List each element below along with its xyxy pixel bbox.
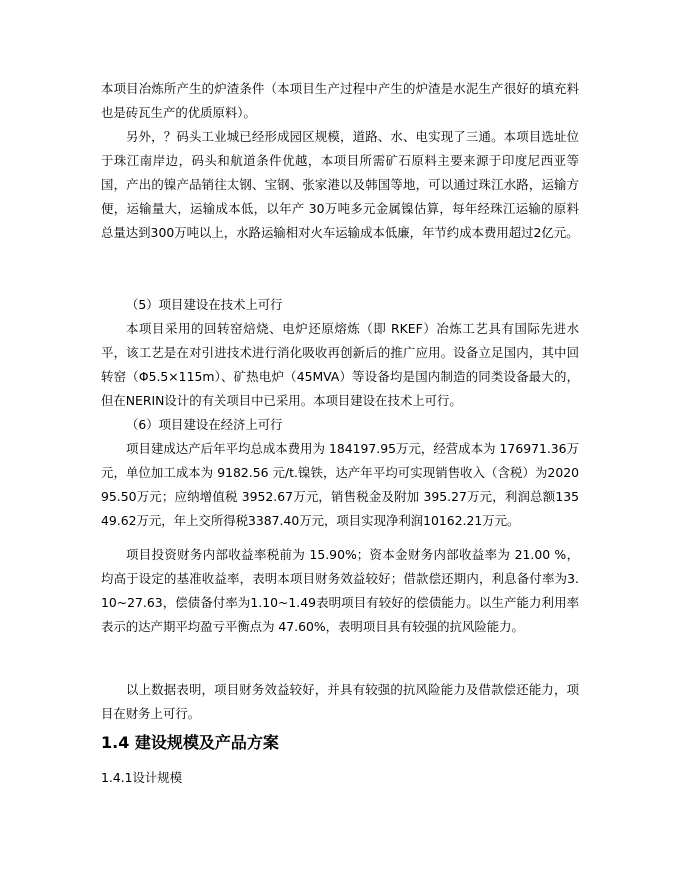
subheading-technical-feasibility: （5）项目建设在技术上可行 <box>126 297 283 312</box>
paragraph-location: 另外，？码头工业城已经形成园区规模，道路、水、电实现了三通。本项目选址位于珠江南岸边，码头和航道条件优越，本项目所需矿石原料主要来源于印度尼西亚等国，产出的镍产品销往太钢、宝钢、张家港以及韩国等地，可以通过珠江水路，运输方便，运输量大，运输成本低，以年产 30万吨多元金属镍估算，每年经珠江运输的原料总量达到300万吨以上，水路运输相对火车运输成本低廉，年节约成本费用超过2亿元。 <box>101 129 579 240</box>
section-heading: 1.4 建设规模及产品方案 <box>101 733 279 752</box>
paragraph-costs: 项目建成达产后年平均总成本费用为 184197.95万元，经营成本为 176971.36万元，单位加工成本为 9182.56 元/t.镍铁，达产年平均可实现销售收入（含税）为202095.50万元；应纳增值税 3952.67万元，销售税金及附加 395.27万元，利润总额13549.62万元，年上交所得税3387.40万元，项目实现净利润10162.21万元。 <box>101 441 579 528</box>
paragraph-returns: 项目投资财务内部收益率税前为 15.90%；资本金财务内部收益率为 21.00 %，均高于设定的基准收益率，表明本项目财务效益较好；借款偿还期内，利息备付率为3.10~27.63，偿债备付率为1.10~1.49表明项目有较好的偿债能力。以生产能力利用率表示的达产期平均盈亏平衡点为 47.60%，表明项目具有较强的抗风险能力。 <box>101 547 579 634</box>
sub-heading-design-scale: 1.4.1设计规模 <box>101 770 183 785</box>
paragraph-conclusion: 以上数据表明，项目财务效益较好，并具有较强的抗风险能力及借款偿还能力，项目在财务上可行。 <box>101 682 579 721</box>
paragraph-slag: 本项目冶炼所产生的炉渣条件（本项目生产过程中产生的炉渣是水泥生产很好的填充料也是砖瓦生产的优质原料）。 <box>101 81 579 120</box>
subheading-economic-feasibility: （6）项目建设在经济上可行 <box>126 417 283 432</box>
paragraph-technology: 本项目采用的回转窑焙烧、电炉还原熔炼（即 RKEF）冶炼工艺具有国际先进水平，该工艺是在对引进技术进行消化吸收再创新后的推广应用。设备立足国内，其中回转窑（Φ5.5×115m）、矿热电炉（45MVA）等设备均是国内制造的同类设备最大的，但在NERIN设计的有关项目中已采用。本项目建设在技术上可行。 <box>101 321 579 408</box>
